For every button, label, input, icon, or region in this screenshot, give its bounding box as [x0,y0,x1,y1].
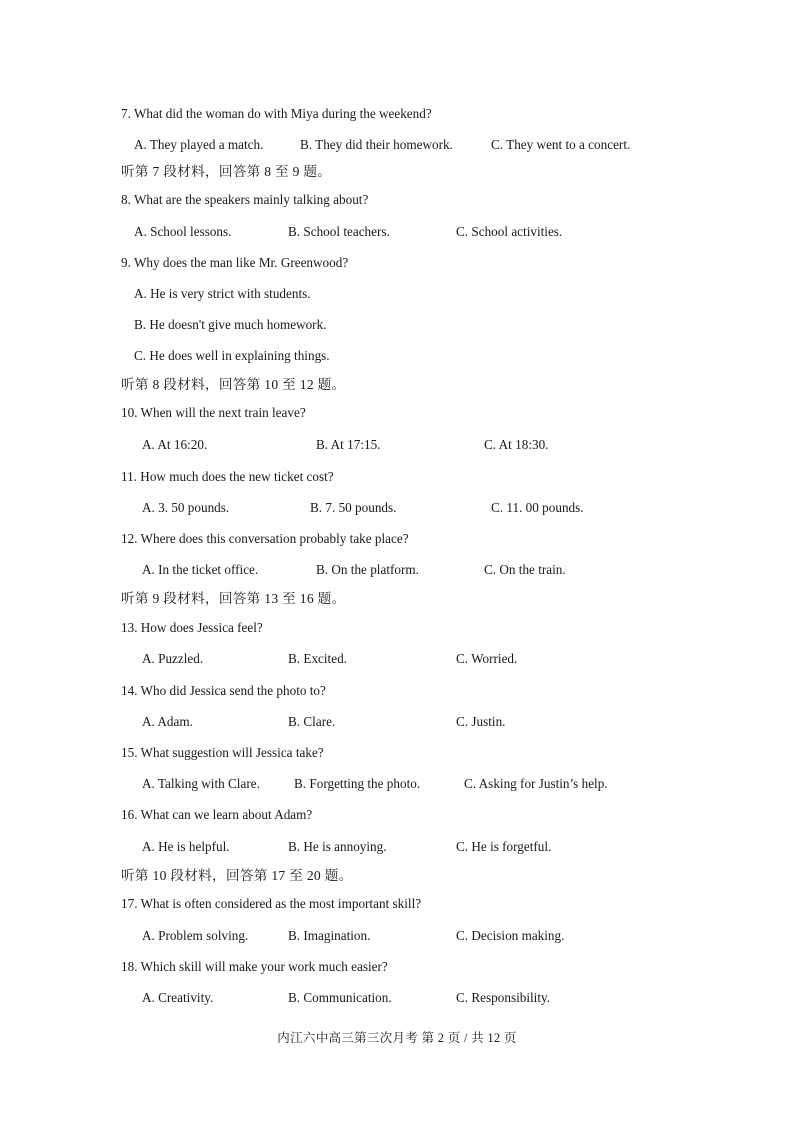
option-14b: B. Clare. [288,714,336,729]
option-9a: A. He is very strict with students. [134,286,311,301]
section-heading-8: 听第 8 段材料，回答第 10 至 12 题。 [121,377,346,392]
option-17c: C. Decision making. [456,928,565,943]
option-10c: C. At 18:30. [484,437,549,452]
option-14a: A. Adam. [142,714,193,729]
section-heading-9: 听第 9 段材料，回答第 13 至 16 题。 [121,591,346,606]
page-footer: 内江六中高三第三次月考 第 2 页 / 共 12 页 [277,1031,517,1045]
option-12a: A. In the ticket office. [142,562,259,577]
option-8b: B. School teachers. [288,224,390,239]
option-8a: A. School lessons. [134,224,232,239]
question-7: 7. What did the woman do with Miya during the weekend? [121,106,432,121]
question-16: 16. What can we learn about Adam? [121,807,313,822]
question-14: 14. Who did Jessica send the photo to? [121,683,326,698]
option-13c: C. Worried. [456,651,518,666]
section-heading-10: 听第 10 段材料，回答第 17 至 20 题。 [121,868,353,883]
question-9: 9. Why does the man like Mr. Greenwood? [121,255,349,270]
option-13a: A. Puzzled. [142,651,204,666]
option-13b: B. Excited. [288,651,347,666]
option-15c: C. Asking for Justin’s help. [464,776,608,791]
option-17a: A. Problem solving. [142,928,249,943]
option-9b: B. He doesn't give much homework. [134,317,327,332]
option-18b: B. Communication. [288,990,392,1005]
option-7c: C. They went to a concert. [491,137,631,152]
question-15: 15. What suggestion will Jessica take? [121,745,324,760]
option-12c: C. On the train. [484,562,566,577]
option-16a: A. He is helpful. [142,839,230,854]
question-17: 17. What is often considered as the most important skill? [121,896,422,911]
question-11: 11. How much does the new ticket cost? [121,469,334,484]
option-11c: C. 11. 00 pounds. [491,500,584,515]
option-10b: B. At 17:15. [316,437,381,452]
option-7b: B. They did their homework. [300,137,453,152]
section-heading-7: 听第 7 段材料，回答第 8 至 9 题。 [121,164,332,179]
option-7a: A. They played a match. [134,137,264,152]
option-17b: B. Imagination. [288,928,371,943]
option-11b: B. 7. 50 pounds. [310,500,397,515]
option-9c: C. He does well in explaining things. [134,348,330,363]
option-16c: C. He is forgetful. [456,839,552,854]
option-12b: B. On the platform. [316,562,419,577]
option-14c: C. Justin. [456,714,506,729]
question-12: 12. Where does this conversation probably take place? [121,531,409,546]
option-18c: C. Responsibility. [456,990,551,1005]
question-8: 8. What are the speakers mainly talking about? [121,192,369,207]
option-15b: B. Forgetting the photo. [294,776,421,791]
question-13: 13. How does Jessica feel? [121,620,263,635]
question-18: 18. Which skill will make your work much easier? [121,959,388,974]
option-11a: A. 3. 50 pounds. [142,500,230,515]
option-10a: A. At 16:20. [142,437,208,452]
option-8c: C. School activities. [456,224,563,239]
question-10: 10. When will the next train leave? [121,405,306,420]
option-15a: A. Talking with Clare. [142,776,260,791]
option-16b: B. He is annoying. [288,839,387,854]
option-18a: A. Creativity. [142,990,214,1005]
